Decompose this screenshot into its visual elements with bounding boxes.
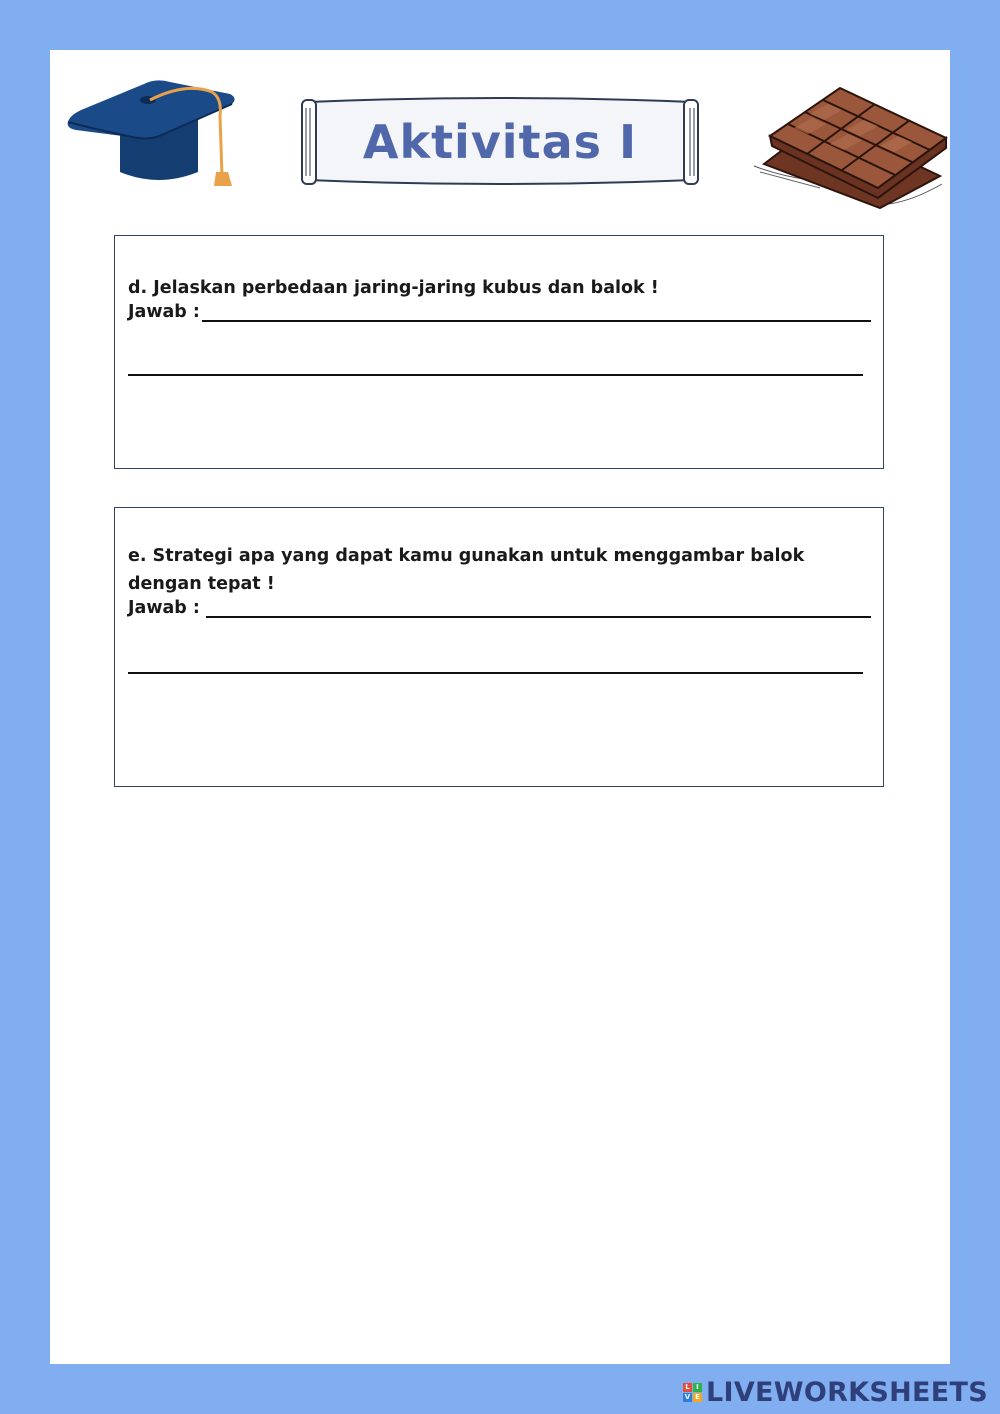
- question-box-e: [114, 507, 884, 787]
- answer-line[interactable]: [202, 302, 871, 322]
- answer-row: [128, 598, 871, 618]
- worksheet-page: [50, 50, 950, 1364]
- chocolate-bar-icon: [750, 84, 950, 210]
- answer-label: Jawab :: [128, 598, 200, 618]
- question-box-d: [114, 235, 884, 469]
- answer-line[interactable]: [206, 598, 871, 618]
- answer-row: [128, 302, 871, 322]
- brand-name: LIVEWORKSHEETS: [705, 1377, 988, 1408]
- title-banner: [300, 96, 700, 188]
- question-text: e. Strategi apa yang dapat kamu gunakan untuk menggambar balok dengan tepat !: [128, 546, 805, 594]
- graduation-cap-icon: [66, 76, 238, 188]
- answer-line-extra[interactable]: [128, 672, 863, 674]
- answer-label: Jawab :: [128, 302, 200, 322]
- liveworksheets-logo: [683, 1377, 988, 1408]
- question-text: d. Jelaskan perbedaan jaring-jaring kubus dan balok !: [128, 278, 659, 298]
- logo-mark: L I V E: [683, 1383, 702, 1402]
- page-title: Aktivitas I: [362, 115, 638, 169]
- answer-line-extra[interactable]: [128, 374, 863, 376]
